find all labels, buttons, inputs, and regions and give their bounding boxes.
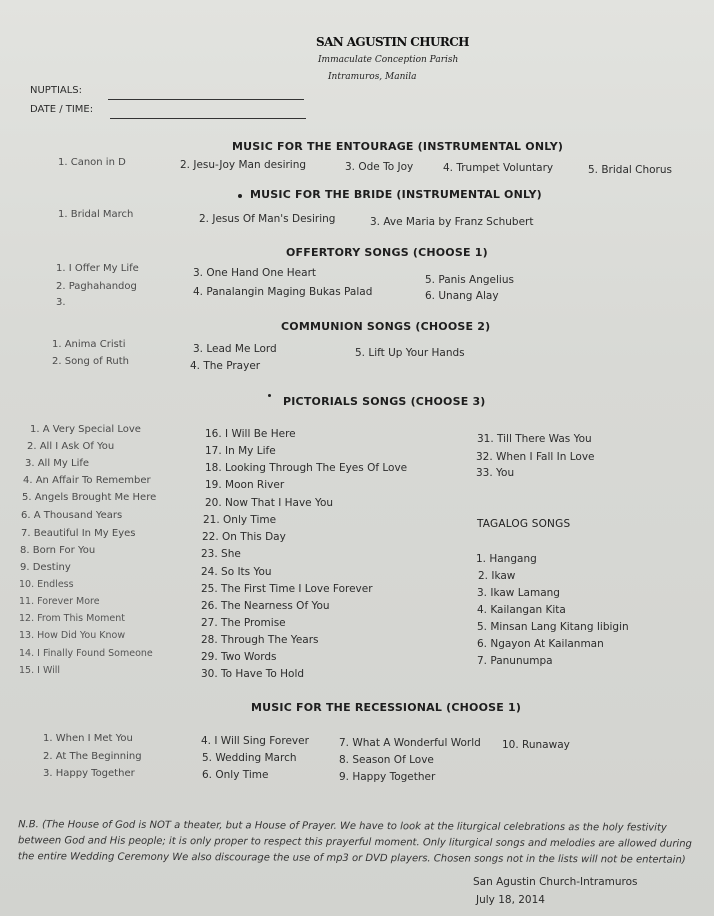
list-item: 13. How Did You Know xyxy=(19,630,126,641)
list-item: 33. You xyxy=(476,467,515,479)
list-item: 24. So Its You xyxy=(201,566,272,578)
list-item: 3. All My Life xyxy=(25,458,90,469)
recessional-heading: MUSIC FOR THE RECESSIONAL (CHOOSE 1) xyxy=(251,701,522,714)
list-item: 3. Happy Together xyxy=(43,768,135,779)
list-item: 30. To Have To Hold xyxy=(201,668,305,680)
list-item: 28. Through The Years xyxy=(201,634,319,646)
bride-heading: MUSIC FOR THE BRIDE (INSTRUMENTAL ONLY) xyxy=(250,188,542,201)
list-item: 3. Ode To Joy xyxy=(345,161,414,173)
list-item: 1. I Offer My Life xyxy=(56,263,139,274)
list-item: 8. Born For You xyxy=(20,545,96,556)
list-item: 16. I Will Be Here xyxy=(205,428,296,440)
list-item: 15. I Will xyxy=(19,665,61,676)
list-item: 1. Anima Cristi xyxy=(52,339,126,350)
list-item: 2. Paghahandog xyxy=(56,281,137,292)
list-item: 6. Only Time xyxy=(202,769,269,781)
list-item: 6. Unang Alay xyxy=(425,290,499,302)
list-item: 7. Panunumpa xyxy=(477,655,553,667)
list-item: 23. She xyxy=(201,548,241,560)
list-item: 27. The Promise xyxy=(201,617,286,629)
list-item: 12. From This Moment xyxy=(19,613,125,624)
date-time-line xyxy=(110,118,306,119)
list-item: 25. The First Time I Love Forever xyxy=(201,583,373,595)
list-item: 26. The Nearness Of You xyxy=(201,600,330,612)
list-item: 3. One Hand One Heart xyxy=(193,267,317,279)
bullet-icon xyxy=(238,194,242,198)
list-item: 11. Forever More xyxy=(19,596,100,607)
list-item: 4. An Affair To Remember xyxy=(23,475,151,486)
nuptials-label: NUPTIALS: xyxy=(30,85,83,96)
list-item: 2. Song of Ruth xyxy=(52,356,129,367)
list-item: 5. Minsan Lang Kitang Iibigin xyxy=(477,621,629,633)
date-time-label: DATE / TIME: xyxy=(30,104,94,115)
list-item: 5. Bridal Chorus xyxy=(588,164,672,176)
list-item: 6. A Thousand Years xyxy=(21,510,123,521)
parish-location: Intramuros, Manila xyxy=(328,72,417,82)
list-item: 2. Jesu-Joy Man desiring xyxy=(180,159,307,171)
list-item: 3. Ave Maria by Franz Schubert xyxy=(370,216,534,228)
list-item: 2. At The Beginning xyxy=(43,751,142,762)
list-item: 2. Ikaw xyxy=(478,570,516,582)
list-item: 2. Jesus Of Man's Desiring xyxy=(199,213,336,225)
church-name: SAN AGUSTIN CHURCH xyxy=(316,35,469,49)
list-item: 3. xyxy=(56,297,66,308)
list-item: 3. Ikaw Lamang xyxy=(477,587,560,599)
offertory-heading: OFFERTORY SONGS (CHOOSE 1) xyxy=(286,246,488,259)
list-item: 3. Lead Me Lord xyxy=(193,343,277,355)
list-item: 1. A Very Special Love xyxy=(30,424,141,435)
list-item: 31. Till There Was You xyxy=(477,433,592,445)
list-item: 32. When I Fall In Love xyxy=(476,451,595,463)
list-item: 8. Season Of Love xyxy=(339,754,434,766)
list-item: 4. Kailangan Kita xyxy=(477,604,566,616)
list-item: 10. Endless xyxy=(19,579,74,590)
pictorials-heading: PICTORIALS SONGS (CHOOSE 3) xyxy=(283,395,486,408)
parish-name: Immaculate Conception Parish xyxy=(318,55,459,65)
list-item: 5. Angels Brought Me Here xyxy=(22,492,157,503)
list-item: 6. Ngayon At Kailanman xyxy=(477,638,604,650)
list-item: 1. Bridal March xyxy=(58,209,134,220)
list-item: 18. Looking Through The Eyes Of Love xyxy=(205,462,408,474)
list-item: 2. All I Ask Of You xyxy=(27,441,115,452)
list-item: 21. Only Time xyxy=(203,514,277,526)
list-item: 17. In My Life xyxy=(205,445,276,457)
list-item: 22. On This Day xyxy=(202,531,286,543)
date-text: July 18, 2014 xyxy=(476,894,545,906)
list-item: 4. The Prayer xyxy=(190,360,261,372)
list-item: 4. Trumpet Voluntary xyxy=(443,162,554,174)
list-item: 4. I Will Sing Forever xyxy=(201,735,309,747)
list-item: 7. Beautiful In My Eyes xyxy=(21,528,136,539)
list-item: 29. Two Words xyxy=(201,651,277,663)
list-item: 5. Wedding March xyxy=(202,752,297,764)
tagalog-heading: TAGALOG SONGS xyxy=(477,518,571,530)
nuptials-line xyxy=(108,99,304,100)
list-item: 10. Runaway xyxy=(502,739,570,751)
list-item: 1. Hangang xyxy=(476,553,537,565)
bullet-icon xyxy=(268,394,271,397)
signature-text: San Agustin Church-Intramuros xyxy=(473,876,638,888)
entourage-heading: MUSIC FOR THE ENTOURAGE (INSTRUMENTAL ONLY) xyxy=(232,140,564,153)
list-item: 19. Moon River xyxy=(205,479,285,491)
list-item: 7. What A Wonderful World xyxy=(339,737,481,749)
list-item: 14. I Finally Found Someone xyxy=(19,648,153,659)
list-item: 20. Now That I Have You xyxy=(205,497,334,509)
list-item: 4. Panalangin Maging Bukas Palad xyxy=(193,286,373,298)
note-paragraph: N.B. (The House of God is NOT a theater, but a House of Prayer. We have to look at the liturgical celebrations as the holy festivity between God and His people; it is only proper to respect this prayerful moment. Only liturgical songs and melodies are allowed during the entire Wedding Ceremony We also discourage the use of mp3 or DVD players. Chosen songs not in the lists will not be entertain) xyxy=(17,819,692,866)
list-item: 1. When I Met You xyxy=(43,733,133,744)
list-item: 9. Happy Together xyxy=(339,771,436,783)
list-item: 5. Panis Angelius xyxy=(425,274,514,286)
list-item: 1. Canon in D xyxy=(58,157,126,168)
list-item: 9. Destiny xyxy=(20,562,71,573)
list-item: 5. Lift Up Your Hands xyxy=(355,347,465,359)
communion-heading: COMMUNION SONGS (CHOOSE 2) xyxy=(281,320,491,333)
